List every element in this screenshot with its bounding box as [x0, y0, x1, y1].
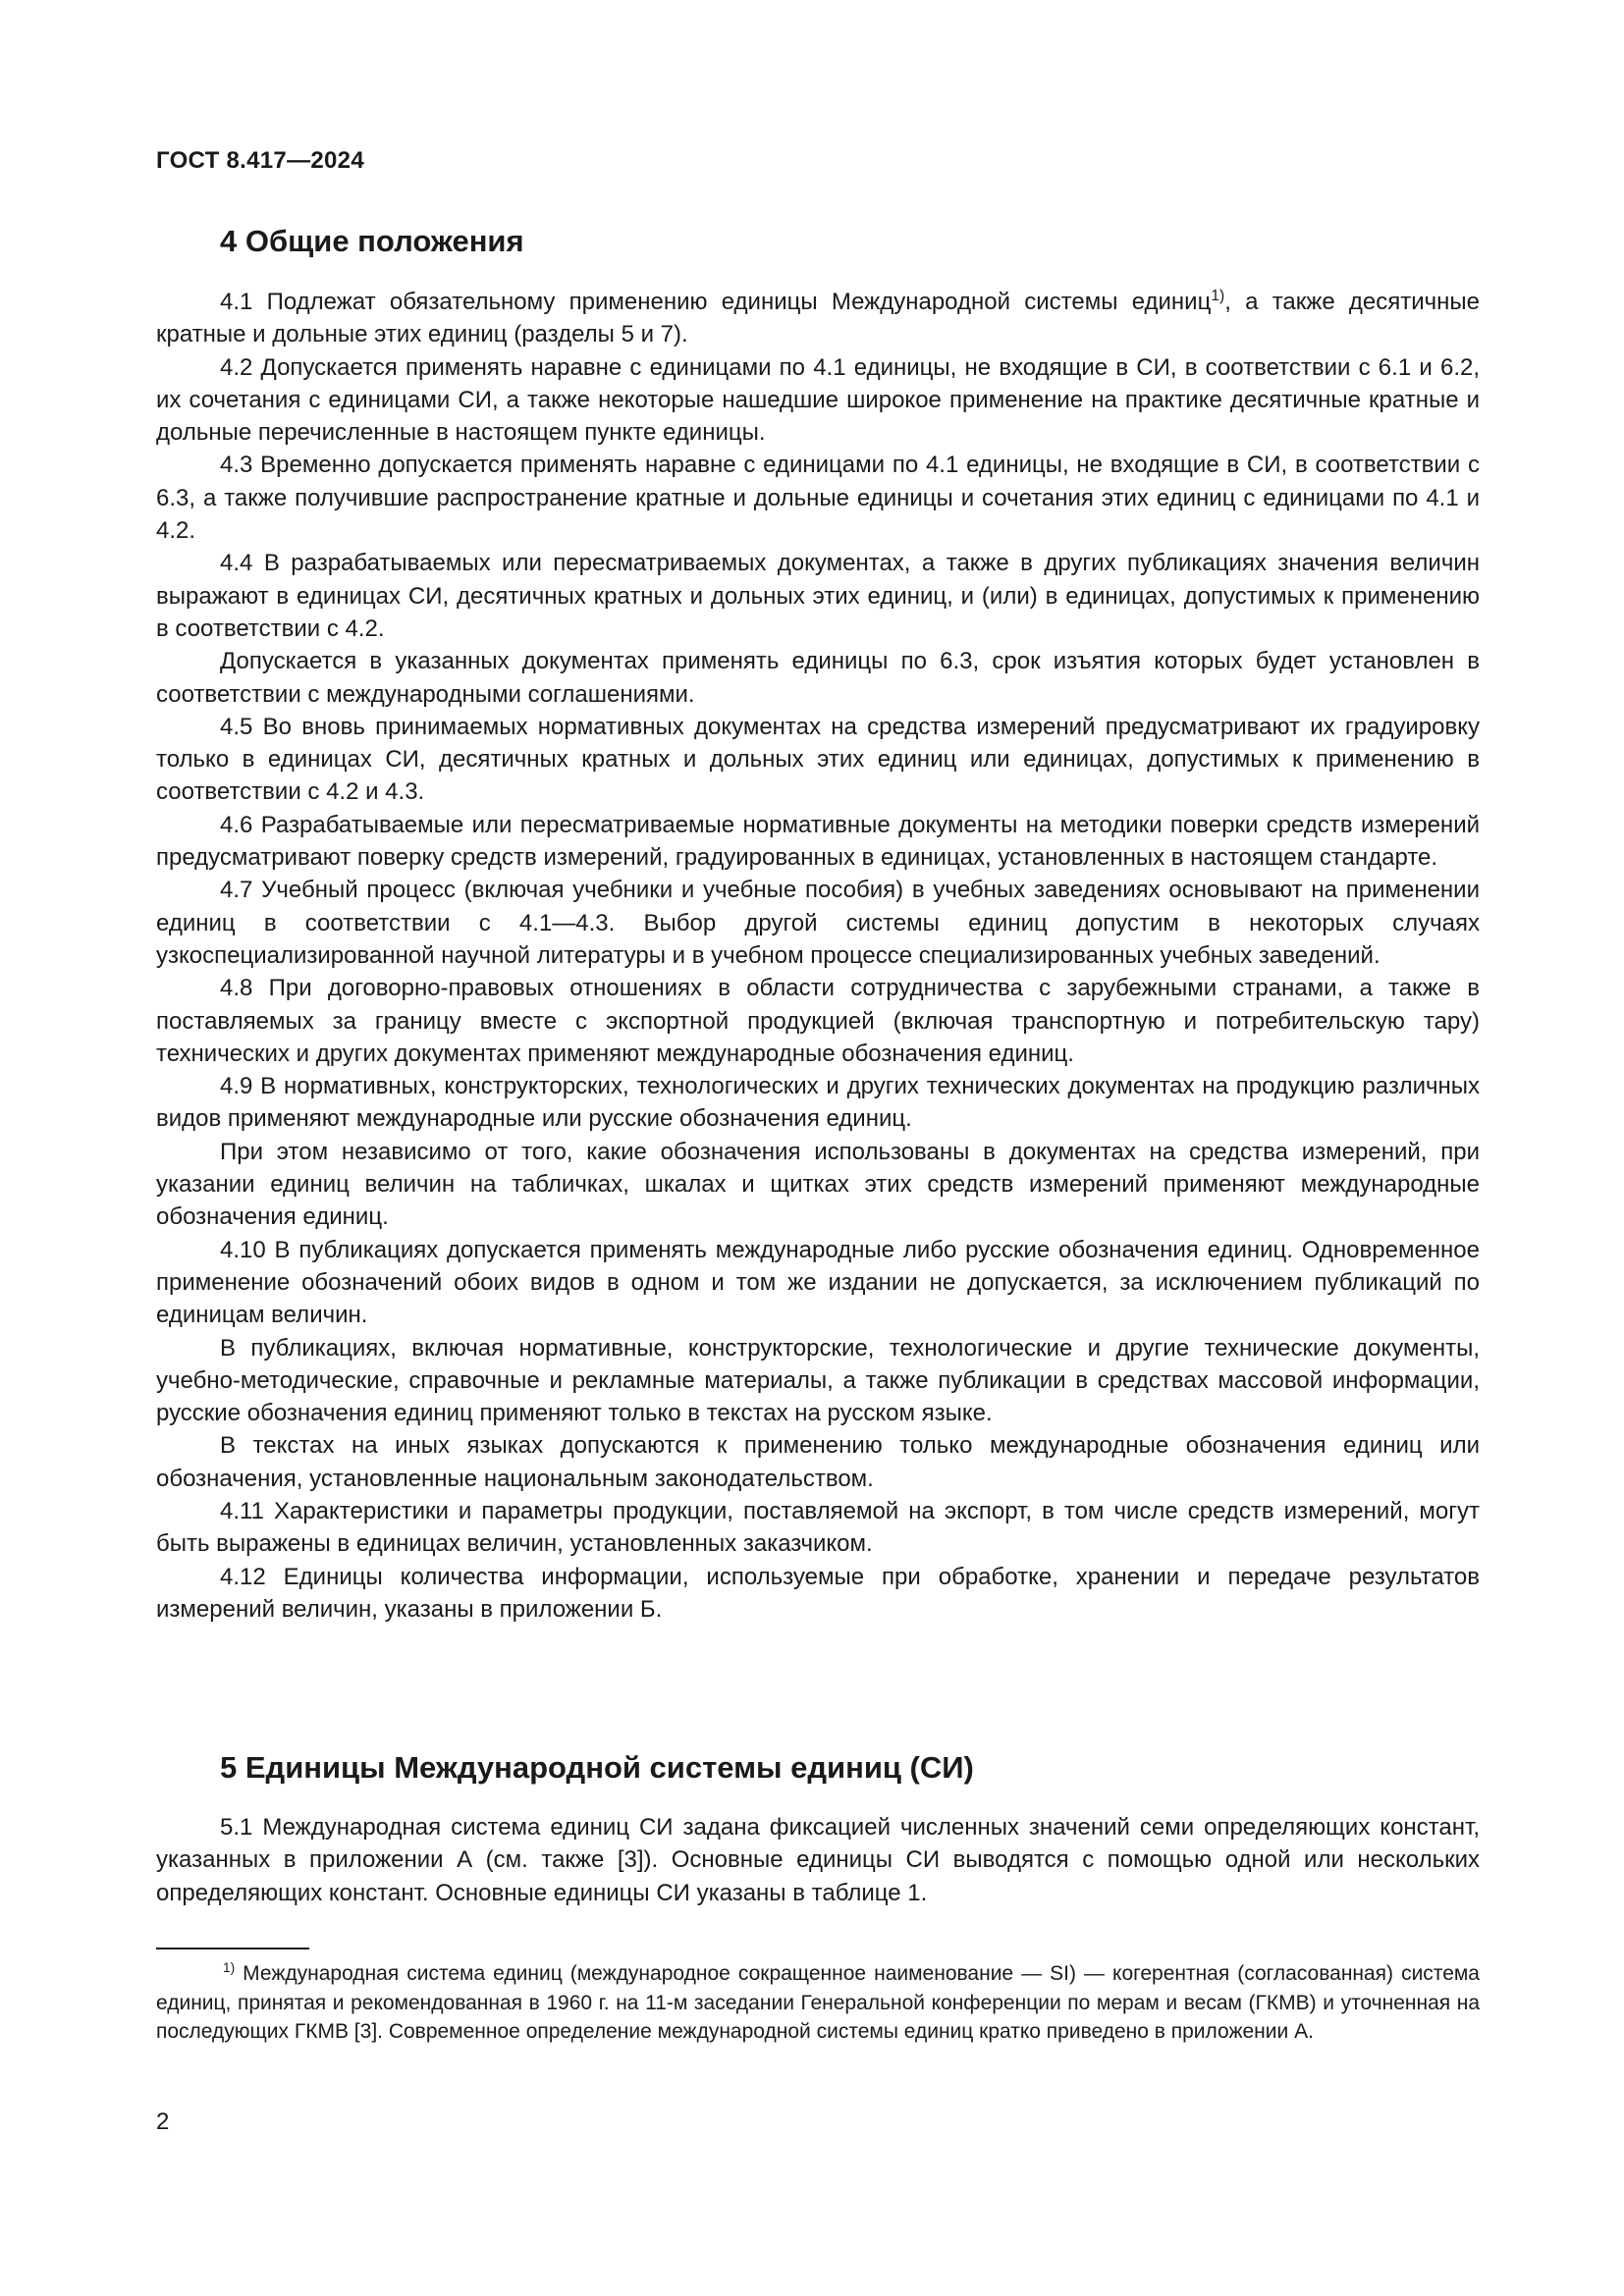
footnote-text: Международная система единиц (международное сокращенное наименование — SI) — когерентная (согласованная) система единиц, принятая и рекомендованная в 1960 г. на 11-м заседании Генеральной конференции по мерам и весам (ГКМВ) и уточненная на последующих ГКМВ [3]. Современное определение международной системы единиц кратко приведено в приложении А. [156, 1962, 1480, 2043]
footnote-ref: 1) [1211, 288, 1225, 304]
section-4-body [156, 286, 1480, 1626]
paragraph-4-6: 4.6 Разрабатываемые или пересматриваемые нормативные документы на методики поверки средств измерений предусматривают поверку средств измерений, градуированных в единицах, установленных в настоящем стандарте. [156, 811, 1480, 872]
paragraph-4-10-cont-1: В публикациях, включая нормативные, конструкторские, технологические и другие технические документы, учебно-методические, справочные и рекламные материалы, а также публикации в средствах массовой информации, русские обозначения единиц применяют только в текстах на русском языке. [156, 1334, 1480, 1427]
paragraph-4-11: 4.11 Характеристики и параметры продукции, поставляемой на экспорт, в том числе средств измерений, могут быть выражены в единицах величин, установленных заказчиком. [156, 1497, 1480, 1558]
footnote [156, 1959, 1480, 2047]
paragraph-4-10: 4.10 В публикациях допускается применять международные либо русские обозначения единиц. Одновременное применение обозначений обоих видов в одном и том же издании не допускается, за исключением публикаций по единицам величин. [156, 1236, 1480, 1329]
paragraph-4-4-cont: Допускается в указанных документах применять единицы по 6.3, срок изъятия которых будет установлен в соответствии с международными соглашениями. [156, 648, 1480, 708]
paragraph-4-3: 4.3 Временно допускается применять наравне с единицами по 4.1 единицы, не входящие в СИ, в соответствии с 6.3, а также получившие распространение кратные и дольные единицы и сочетания этих единиц с единицами по 4.1 и 4.2. [156, 452, 1480, 545]
paragraph-4-10-cont-2: В текстах на иных языках допускаются к применению только международные обозначения единиц или обозначения, установленные национальным законодательством. [156, 1432, 1480, 1492]
section-5-title: 5 Единицы Международной системы единиц (СИ) [220, 1750, 974, 1785]
section-4-title: 4 Общие положения [220, 224, 524, 258]
section-5-body [156, 1811, 1480, 1909]
paragraph-4-2: 4.2 Допускается применять наравне с единицами по 4.1 единицы, не входящие в СИ, в соответствии с 6.1 и 6.2, их сочетания с единицами СИ, а также некоторые нашедшие широкое применение на практике десятичные кратные и дольные перечисленные в настоящем пункте единицы. [156, 353, 1480, 447]
paragraph-4-5: 4.5 Во вновь принимаемых нормативных документах на средства измерений предусматривают их градуировку только в единицах СИ, десятичных кратных и дольных этих единиц или единицах, допустимых к применению в соответствии с 4.2 и 4.3. [156, 713, 1480, 806]
footnote-divider [156, 1948, 309, 1949]
paragraph-4-9-cont: При этом независимо от того, какие обозначения использованы в документах на средства измерений, при указании единиц величин на табличках, шкалах и щитках этих средств измерений применяют международные обозначения единиц. [156, 1138, 1480, 1231]
document-header: ГОСТ 8.417—2024 [156, 147, 364, 174]
paragraph-4-7: 4.7 Учебный процесс (включая учебники и учебные пособия) в учебных заведениях основывают на применении единиц в соответствии с 4.1—4.3. Выбор другой системы единиц допустим в некоторых случаях узкоспециализированной научной литературы и в учебном процессе специализированных учебных заведений. [156, 877, 1480, 969]
page-number: 2 [156, 2109, 170, 2135]
paragraph-4-9: 4.9 В нормативных, конструкторских, технологических и других технических документах на продукцию различных видов применяют международные или русские обозначения единиц. [156, 1073, 1480, 1133]
paragraph-5-1: 5.1 Международная система единиц СИ задана фиксацией численных значений семи определяющих констант, указанных в приложении А (см. также [3]). Основные единицы СИ выводятся с помощью одной или нескольких определяющих констант. Основные единицы СИ указаны в таблице 1. [156, 1814, 1480, 1906]
paragraph-4-1: 4.1 Подлежат обязательному применению единицы Международной системы единиц$^{1)}$, а также десятичные кратные и дольные этих единиц (разделы 5 и 7). [156, 288, 1481, 348]
paragraph-4-4: 4.4 В разрабатываемых или пересматриваемых документах, а также в других публикациях значения величин выражают в единицах СИ, десятичных кратных и дольных этих единиц, и (или) в единицах, допустимых к применению в соответствии с 4.2. [156, 550, 1480, 642]
paragraph-4-12: 4.12 Единицы количества информации, используемые при обработке, хранении и передаче результатов измерений величин, указаны в приложении Б. [156, 1563, 1480, 1623]
footnote-mark: 1) [223, 1960, 236, 1975]
paragraph-4-8: 4.8 При договорно-правовых отношениях в области сотрудничества с зарубежными странами, а также в поставляемых за границу вместе с экспортной продукцией (включая транспортную и потребительскую тару) технических и других документах применяют международные обозначения единиц. [156, 975, 1480, 1067]
